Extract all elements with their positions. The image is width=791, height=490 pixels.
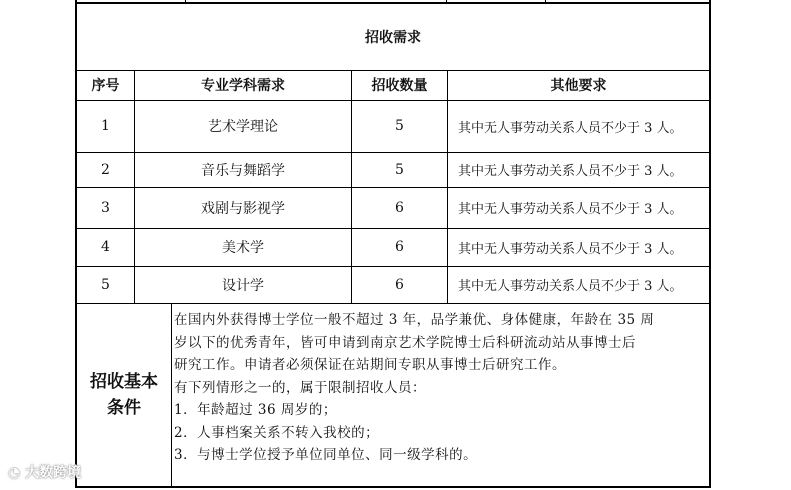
- header-count: 招收数量: [371, 78, 428, 94]
- row-count: 6: [395, 276, 404, 293]
- watermark-text: 大数跨境: [25, 465, 82, 481]
- watermark-icon: ◔: [8, 465, 21, 481]
- row-other: 其中无人事劳动关系人员不少于 3 人。: [458, 241, 683, 257]
- row-subject: 设计学: [222, 277, 264, 294]
- basic-conditions-text: [174, 309, 704, 467]
- row-other: 其中无人事劳动关系人员不少于 3 人。: [458, 120, 683, 136]
- section-title: 招收需求: [365, 30, 421, 46]
- row-subject: 音乐与舞蹈学: [201, 162, 285, 179]
- row-subject: 美术学: [222, 240, 264, 256]
- condition-line: 在国内外获得博士学位一般不超过 3 年，品学兼优、身体健康，年龄在 35 周: [174, 312, 655, 328]
- condition-line: 有下列情形之一的，属于限制招收人员：: [174, 379, 426, 396]
- row-count: 5: [395, 161, 404, 178]
- row-no: 2: [101, 161, 110, 178]
- row-no: 4: [101, 239, 110, 255]
- row-other: 其中无人事劳动关系人员不少于 3 人。: [458, 202, 683, 217]
- divider: [171, 303, 172, 486]
- header-no: 序号: [91, 78, 120, 94]
- basic-title-line2: 条件: [107, 397, 141, 418]
- row-no: 1: [101, 118, 110, 134]
- basic-conditions-title: [77, 303, 171, 486]
- header-other: 其他要求: [550, 78, 607, 94]
- condition-line: 3．与博士学位授予单位同单位、同一级学科的。: [174, 447, 478, 463]
- header-subject: 专业学科需求: [201, 78, 285, 94]
- condition-line: 研究工作。申请者必须保证在站期间专职从事博士后研究工作。: [174, 357, 566, 373]
- row-no: 5: [101, 276, 110, 293]
- row-other: 其中无人事劳动关系人员不少于 3 人。: [458, 164, 683, 179]
- watermark-logo: [8, 462, 81, 482]
- basic-title-line1: 招收基本: [90, 371, 158, 392]
- row-subject: 戏剧与影视学: [201, 200, 285, 217]
- row-subject: 艺术学理论: [208, 119, 278, 135]
- row-other: 其中无人事劳动关系人员不少于 3 人。: [458, 279, 683, 294]
- row-count: 6: [395, 239, 404, 255]
- row-count: 6: [395, 199, 404, 216]
- condition-line: 2．人事档案关系不转入我校的；: [174, 424, 380, 441]
- row-count: 5: [395, 118, 404, 134]
- row-no: 3: [101, 199, 110, 216]
- condition-line: 1．年龄超过 36 周岁的；: [174, 402, 337, 418]
- condition-line: 岁以下的优秀青年，皆可申请到南京艺术学院博士后科研流动站从事博士后: [174, 334, 636, 351]
